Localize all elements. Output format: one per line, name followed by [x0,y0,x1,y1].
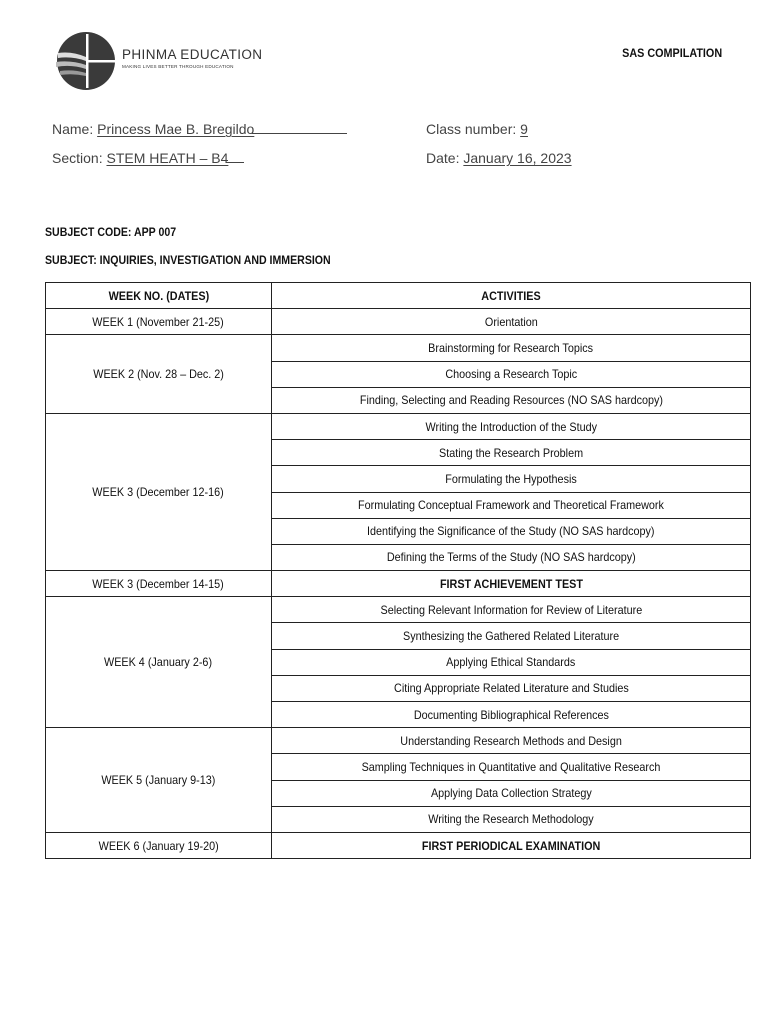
section-underline [226,151,244,163]
table-row [46,832,751,858]
date-label: Date: [426,150,464,166]
activity-cell: Brainstorming for Research Topics [272,335,751,361]
activity-cell: Documenting Bibliographical References [272,702,751,728]
name-field [52,121,347,137]
activity-cell: Sampling Techniques in Quantitative and Qualitative Research [272,754,751,780]
activity-cell: Formulating Conceptual Framework and Theoretical Framework [272,492,751,518]
week-cell: WEEK 6 (January 19-20) [46,832,272,858]
table-row [46,728,751,754]
activity-cell: Selecting Relevant Information for Review of Literature [272,597,751,623]
subject-name: SUBJECT: INQUIRIES, INVESTIGATION AND IMMERSION [45,255,331,267]
activity-cell: Citing Appropriate Related Literature and Studies [272,675,751,701]
date-value: January 16, 2023 [463,150,572,166]
week-cell: WEEK 3 (December 14-15) [46,571,272,597]
schedule-table [45,282,751,859]
activities-column-header: ACTIVITIES [272,283,751,309]
table-row [46,597,751,623]
activity-cell: Orientation [272,309,751,335]
name-value: Princess Mae B. Bregildo [97,121,255,137]
table-row [46,335,751,361]
schedule-body [46,309,751,859]
activity-cell: FIRST ACHIEVEMENT TEST [272,571,751,597]
date-field [426,150,572,166]
week-cell: WEEK 5 (January 9-13) [46,728,272,833]
class-number-label: Class number: [426,121,521,137]
week-cell: WEEK 1 (November 21-25) [46,309,272,335]
phinma-emblem-icon [52,31,116,91]
activity-cell: Finding, Selecting and Reading Resources (NO SAS hardcopy) [272,387,751,413]
section-field [52,150,244,166]
brand-tagline: MAKING LIVES BETTER THROUGH EDUCATION [122,64,234,69]
activity-cell: Writing the Introduction of the Study [272,413,751,439]
week-column-header: WEEK NO. (DATES) [46,283,272,309]
activity-cell: Applying Data Collection Strategy [272,780,751,806]
table-header-row [46,283,751,309]
table-row [46,413,751,439]
week-cell: WEEK 3 (December 12-16) [46,413,272,570]
section-label: Section: [52,150,107,166]
activity-cell: Understanding Research Methods and Design [272,728,751,754]
phinma-logo [52,31,264,91]
name-underline [252,122,347,134]
activity-cell: FIRST PERIODICAL EXAMINATION [272,832,751,858]
class-number-value: 9 [520,121,528,137]
activity-cell: Formulating the Hypothesis [272,466,751,492]
activity-cell: Stating the Research Problem [272,440,751,466]
table-row [46,309,751,335]
activity-cell: Applying Ethical Standards [272,649,751,675]
activity-cell: Synthesizing the Gathered Related Literature [272,623,751,649]
subject-code: SUBJECT CODE: APP 007 [45,227,177,239]
activity-cell: Defining the Terms of the Study (NO SAS hardcopy) [272,544,751,570]
week-cell: WEEK 4 (January 2-6) [46,597,272,728]
activity-cell: Choosing a Research Topic [272,361,751,387]
brand-name: PHINMA EDUCATION [122,47,263,62]
week-cell: WEEK 2 (Nov. 28 – Dec. 2) [46,335,272,414]
class-number-field [426,121,528,137]
activity-cell: Identifying the Significance of the Study (NO SAS hardcopy) [272,518,751,544]
name-label: Name: [52,121,98,137]
document-title: SAS COMPILATION [621,46,722,60]
section-value: STEM HEATH – B4 [106,150,229,166]
activity-cell: Writing the Research Methodology [272,806,751,832]
table-row [46,571,751,597]
